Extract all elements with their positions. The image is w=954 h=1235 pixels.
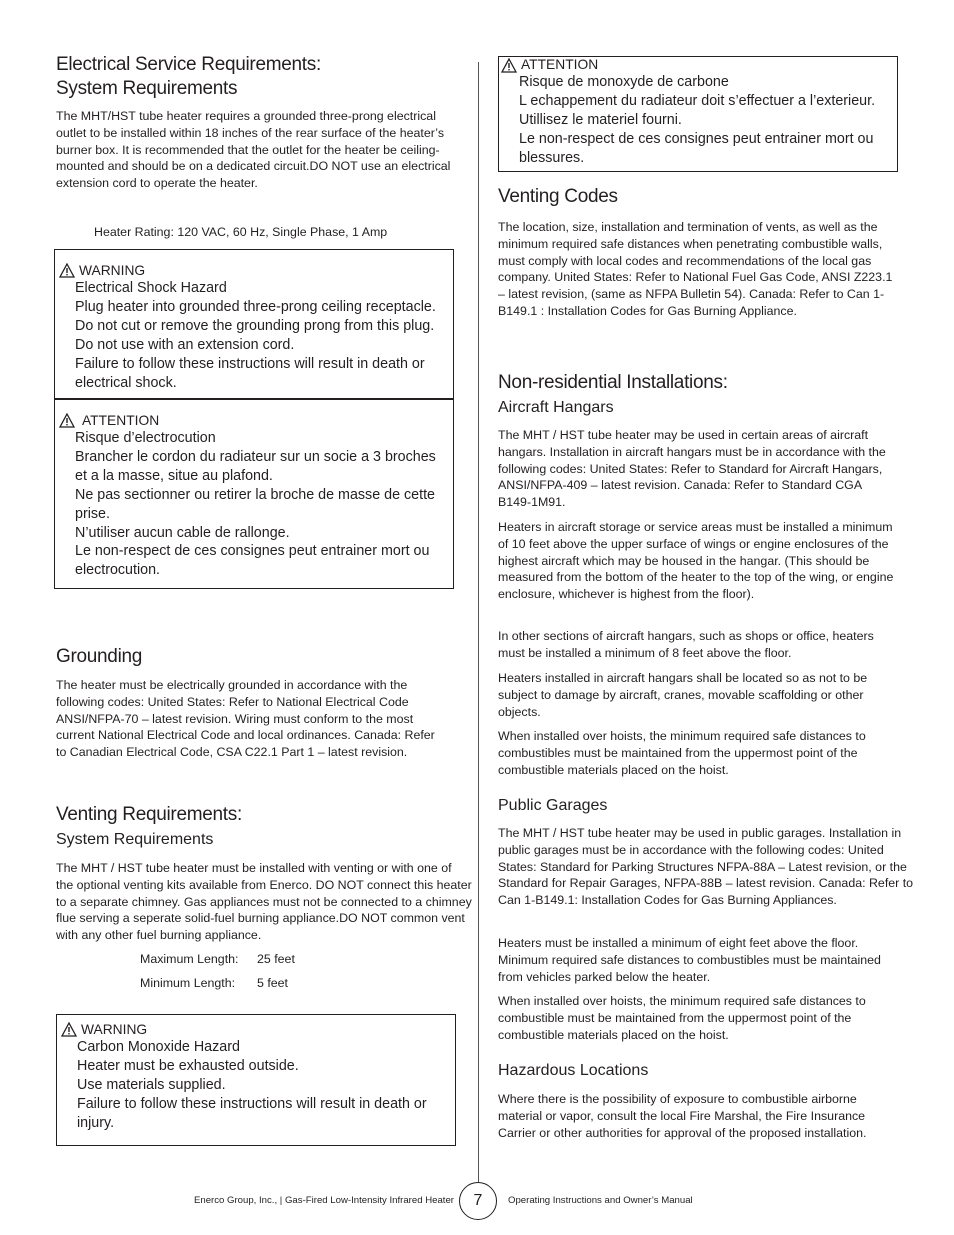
column-divider	[478, 62, 479, 1182]
garages-p3: When installed over hoists, the minimum required safe distances to combustible must be maintained from the uppermost point of the combustible materials placed on the hoist.	[498, 994, 866, 1042]
electrical-title: Electrical Service Requirements: System Requirements	[56, 54, 321, 99]
venting-codes-body: The location, size, installation and termination of vents, as well as the minimum required safe distances when penetrating combustible walls, must comply with local codes and recommendations of the local gas company. United States: Refer to National Fuel Gas Code, ANSI Z223.1 – latest revision, (same as NFPA Bulletin 54). Canada: Refer to Can 1-B149.1 : Installation Codes for Gas Burning Appliance.	[498, 220, 893, 318]
page-number: 7	[459, 1182, 497, 1220]
attention-line: Risque d’electrocution	[75, 430, 216, 446]
max-length-row	[140, 952, 295, 966]
aircraft-p5: When installed over hoists, the minimum required safe distances to combustibles must be maintained from the uppermost point of the combustible materials placed on the hoist.	[498, 729, 866, 777]
warning-line: Do not use with an extension cord.	[75, 336, 295, 353]
attention-line: Brancher le cordon du radiateur sur un socie a 3 broches et a la masse, situe au plafond.	[75, 448, 436, 484]
box-divider	[55, 398, 453, 400]
public-garages-title: Public Garages	[498, 797, 608, 814]
warning-triangle-icon	[59, 413, 75, 428]
attention-line: Risque de monoxyde de carbone	[519, 74, 729, 90]
garages-p1: The MHT / HST tube heater may be used in public garages. Installation in public garages must be in accordance with the following codes: United States: Standard for Parking Structures NFPA-88A – Latest revision, or the Standard for Repair Garages, NFPA-88B – latest revision. Canada: Refer to Can 1-B149.1: Installation Codes for Gas Burning Appliances.	[498, 826, 914, 908]
co-warning-box	[56, 1014, 456, 1146]
attention-heading: ATTENTION	[521, 57, 599, 72]
aircraft-hangars-title: Aircraft Hangars	[498, 399, 614, 416]
attention-line: Utillisez le materiel fourni.	[519, 111, 682, 128]
attention-heading: ATTENTION	[82, 413, 160, 428]
aircraft-p3: In other sections of aircraft hangars, such as shops or office, heaters must be installed a minimum of 8 feet above the floor.	[498, 629, 874, 660]
warning-line: Failure to follow these instructions will result in death or electrical shock.	[75, 355, 425, 391]
attention-shock	[55, 412, 453, 580]
venting-requirements-title: Venting Requirements:	[56, 804, 242, 825]
attention-line: N’utiliser aucun cable de rallonge.	[75, 524, 290, 541]
warning-line: Electrical Shock Hazard	[75, 280, 227, 296]
electrical-body: The MHT/HST tube heater requires a grounded three-prong electrical outlet to be installed within 18 inches of the rear surface of the heater’s burner box. It is recommended that the outlet for the heater be ceiling-mounted and should be on a dedicated circuit.DO NOT use an electrical extension cord to operate the heater.	[56, 109, 451, 191]
venting-requirements-body: The MHT / HST tube heater must be installed with venting or with one of the optional venting kits available from Enerco. DO NOT connect this heater to a separate chimney. Gas appliances must not be connected to a chimney flue serving a seperate solid-fuel burning appliance.DO NOT common vent with any other fuel burning appliance.	[56, 861, 472, 943]
heater-rating: Heater Rating: 120 VAC, 60 Hz, Single Phase, 1 Amp	[94, 225, 388, 239]
aircraft-p2: Heaters in aircraft storage or service areas must be installed a minimum of 10 feet above the upper surface of wings or engine enclosures of the highest aircraft which may be housed in the hangar. (This should be measured from the bottom of the heater to the top of the wing, or engine enclosure, whichever is highest from the floor).	[498, 520, 894, 602]
warning-line: Failure to follow these instructions will result in death or injury.	[77, 1095, 427, 1131]
hazard-p1: Where there is the possibility of exposure to combustible airborne material or vapor, consult the local Fire Marshal, the Fire Insurance Carrier or other authorities for approval of the proposed installation.	[498, 1092, 867, 1140]
attention-line: Le non-respect de ces consignes peut entrainer mort ou electrocution.	[75, 543, 430, 579]
nonres-title: Non-residential Installations:	[498, 372, 728, 393]
warning-heading: WARNING	[79, 263, 146, 278]
warning-triangle-icon	[59, 263, 75, 278]
grounding-body: The heater must be electrically grounded in accordance with the following codes: United States: Refer to National Electrical Code ANSI/NFPA-70 – latest revision. Wiring must conform to the most current National Electrical Code and local ordinances. Canada: Refer to Canadian Electrical Code, CSA C22.1 Part 1 – latest revision.	[56, 678, 435, 760]
warning-line: Plug heater into grounded three-prong ceiling receptacle.	[75, 298, 436, 315]
max-length-value: 25 feet	[257, 952, 295, 966]
hazardous-locations-title: Hazardous Locations	[498, 1062, 649, 1079]
min-length-label: Minimum Length:	[140, 976, 236, 990]
warning-line: Do not cut or remove the grounding prong from this plug.	[75, 317, 435, 334]
warning-heading: WARNING	[81, 1022, 148, 1037]
attention-line: Ne pas sectionner ou retirer la broche de masse de cette prise.	[75, 486, 435, 522]
footer-right: Operating Instructions and Owner’s Manual	[508, 1195, 693, 1206]
aircraft-p1: The MHT / HST tube heater may be used in certain areas of aircraft hangars. Installation in aircraft hangars must be in accordance with the following codes: United States: Refer to Standard for Aircraft Hangars, ANSI/NFPA-409 – latest revision. Canada: Refer to Standard CGA B149-1M91.	[498, 428, 886, 510]
venting-codes-title: Venting Codes	[498, 186, 618, 207]
min-length-value: 5 feet	[257, 976, 289, 990]
warning-triangle-icon	[61, 1022, 77, 1037]
co-attention-box	[498, 56, 898, 172]
warning-line: Heater must be exhausted outside.	[77, 1057, 299, 1074]
grounding-title: Grounding	[56, 646, 143, 667]
min-length-row	[140, 976, 289, 990]
warning-line: Use materials supplied.	[77, 1076, 226, 1093]
garages-p2: Heaters must be installed a minimum of eight feet above the floor. Minimum required safe distances to combustibles must be maintained from vehicles parked below the heater.	[498, 936, 881, 984]
footer-left: Enerco Group, Inc., | Gas-Fired Low-Intensity Infrared Heater	[193, 1195, 454, 1206]
warning-line: Carbon Monoxide Hazard	[77, 1039, 240, 1055]
aircraft-p4: Heaters installed in aircraft hangars shall be located so as not to be subject to damage by aircraft, cranes, movable scaffolding or other objects.	[498, 671, 868, 719]
shock-warning-box	[54, 249, 454, 589]
warning-shock	[55, 262, 453, 392]
warning-triangle-icon	[501, 58, 517, 73]
venting-requirements-subtitle: System Requirements	[56, 831, 214, 848]
page-footer	[0, 1182, 954, 1224]
attention-line: Le non-respect de ces consignes peut entrainer mort ou blessures.	[519, 130, 874, 166]
max-length-label: Maximum Length:	[140, 952, 239, 966]
attention-line: L echappement du radiateur doit s’effectuer a l’exterieur.	[519, 92, 876, 109]
